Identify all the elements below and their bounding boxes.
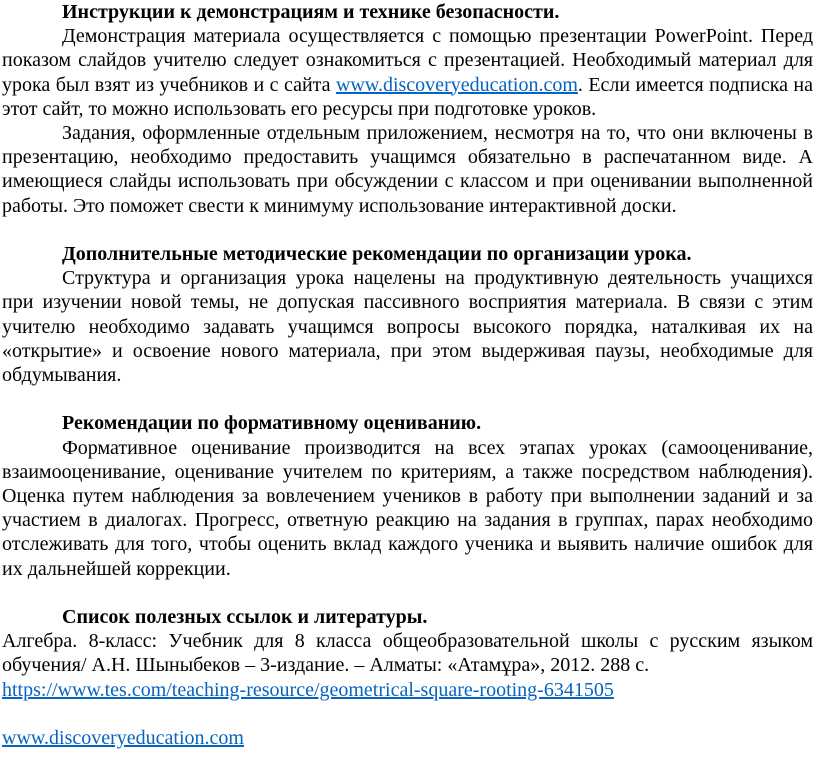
spacer <box>2 218 813 242</box>
reference-link-2-line <box>2 726 813 750</box>
methodical-heading: Дополнительные методические рекомендации по организации урока. <box>62 243 692 266</box>
methodical-paragraph: Структура и организация урока нацелены на продуктивную деятельность учащихся при изучении новой темы, не допуская пассивного восприятия материала. В связи с этим учителю необходимо задавать учащимся вопросы высокого порядка, наталкивая их на «открытие» и освоение нового материала, при этом выдерживая паузы, необходимые для обдумывания. <box>2 267 813 387</box>
discoveryeducation-link-inline[interactable]: www.discoveryeducation.com <box>335 73 578 96</box>
formative-paragraph: Формативное оценивание производится на всех этапах уроках (самооценивание, взаимооценивание, оценивание учителем по критериям, а также посредством наблюдения). Оценка путем наблюдения за вовлечением учеников в работу при выполнении заданий и за участием в диалогах. Прогресс, ответную реакцию на задания в группах, парах необходимо отслеживать для того, чтобы оценить вклад каждого ученика и выявить наличие ошибок для их дальнейшей коррекции. <box>2 436 813 580</box>
spacer <box>2 387 813 411</box>
discoveryeducation-link[interactable]: www.discoveryeducation.com <box>2 727 244 750</box>
reference-book: Алгебра. 8-класс: Учебник для 8 класса общеобразовательной школы с русским языком обучения/ А.Н. Шыныбеков – 3-издание. – Алматы: «Атамұра», 2012. 288 с. <box>2 630 813 677</box>
demo-paragraph-1-text-end: . Если имеется подписка на этот сайт, то можно использовать его ресурсы при подготовке уроков. <box>2 73 813 120</box>
demo-paragraph-2: Задания, оформленные отдельным приложением, несмотря на то, что они включены в презентацию, необходимо предоставить учащимся обязательно в распечатанном виде. А имеющиеся слайды использовать при обсуждении с классом и при оценивании выполненной работы. Это поможет свести к минимуму использование интерактивной доски. <box>2 122 813 217</box>
document-page <box>2 0 813 750</box>
spacer <box>2 581 813 605</box>
demo-paragraph-1 <box>2 24 813 121</box>
reference-link-1-line <box>2 678 813 702</box>
demo-heading: Инструкции к демонстрациям и технике безопасности. <box>62 1 560 23</box>
spacer <box>2 702 813 726</box>
tes-resource-link[interactable]: https://www.tes.com/teaching-resource/geometrical-square-rooting-6341505 <box>2 678 614 701</box>
references-heading: Список полезных ссылок и литературы. <box>62 606 428 629</box>
formative-heading: Рекомендации по формативному оцениванию. <box>62 412 482 435</box>
demo-paragraph-1-text-start: Демонстрация материала осуществляется с помощью презентации PowerPoint. Перед показом слайдов учителю следует ознакомиться с презентацией. Необходимый материал для урока был взят из учебников и с сайта <box>2 25 813 96</box>
